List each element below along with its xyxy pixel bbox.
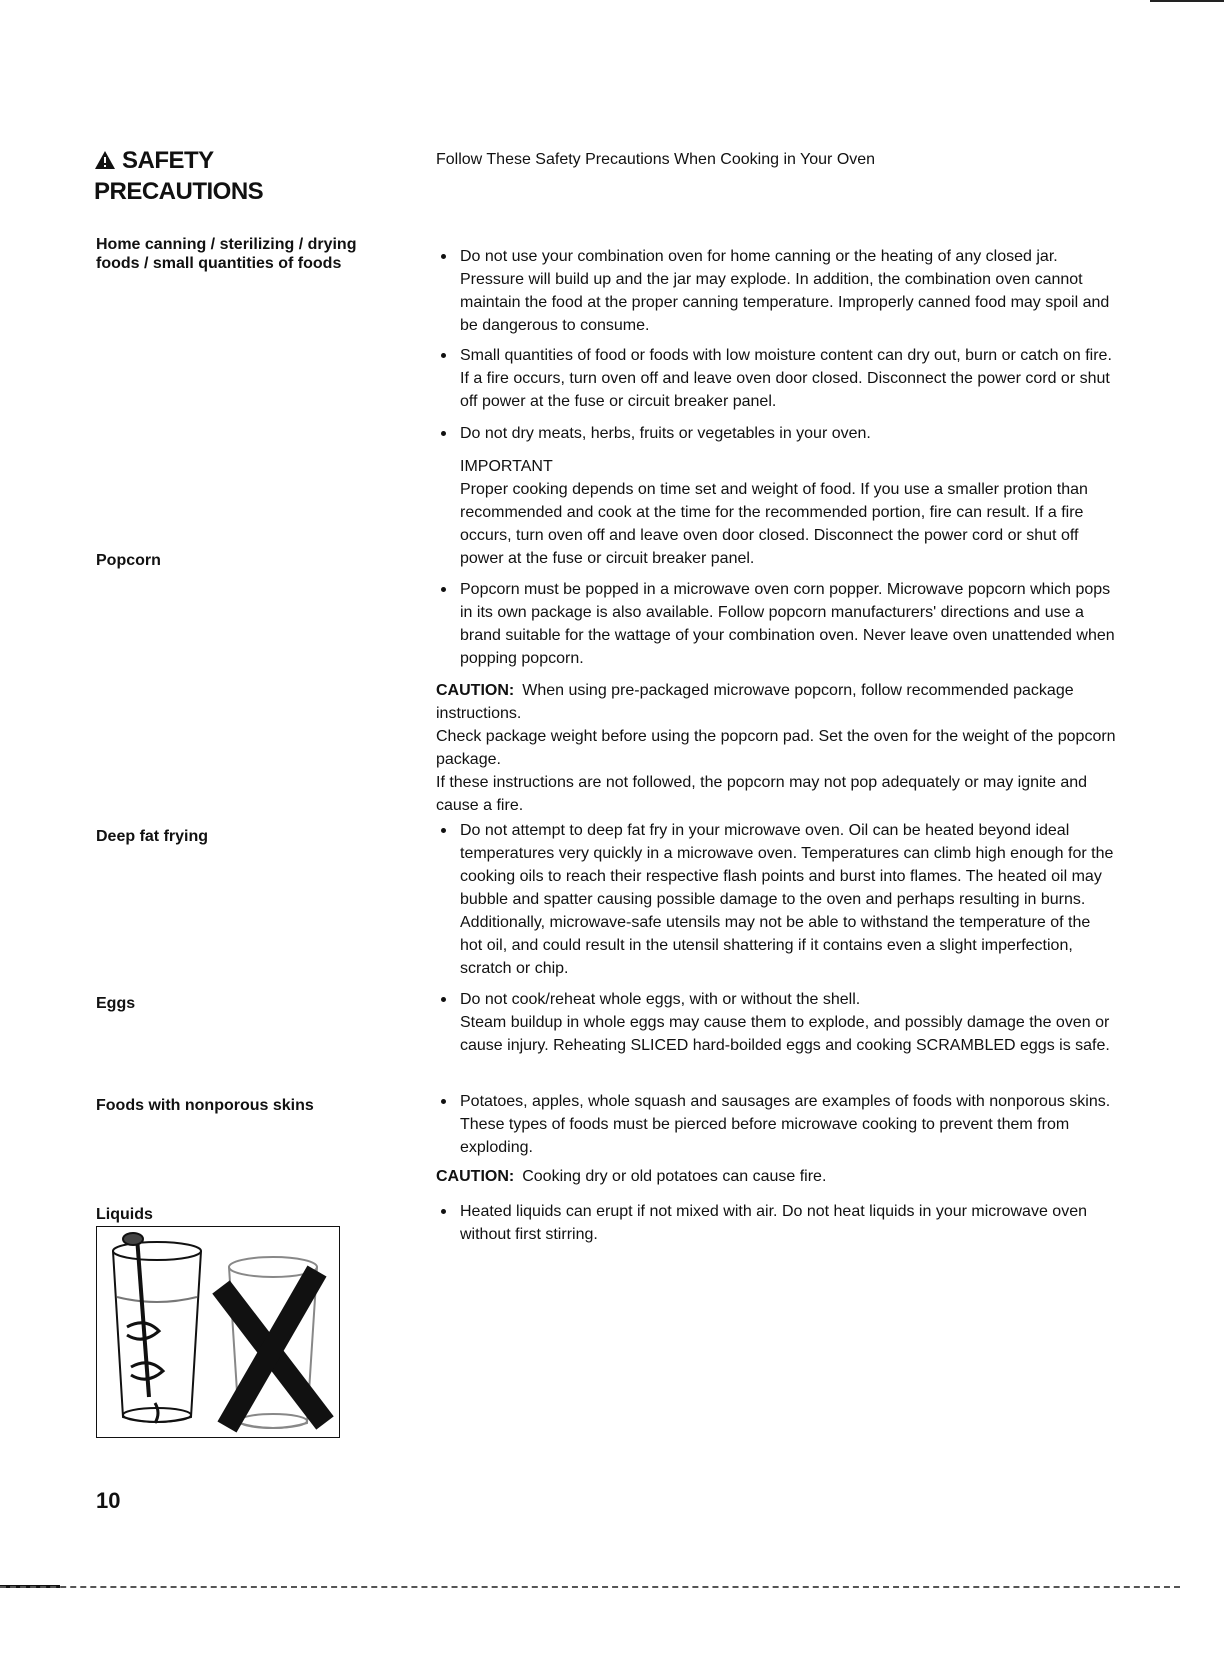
- list-item: [436, 1090, 1116, 1159]
- bullet-dot: [441, 828, 446, 833]
- popcorn-content: [436, 578, 1116, 670]
- page-number: 10: [96, 1488, 121, 1513]
- skins-caution-line: CAUTION: Cooking dry or old potatoes can cause fire.: [436, 1168, 827, 1185]
- bottom-rule: [0, 1586, 1180, 1588]
- canning-content: [436, 245, 1116, 337]
- list-item: [436, 422, 1116, 445]
- popcorn-caution-line-2: Check package weight before using the popcorn pad. Set the oven for the weight of the popcorn package.: [436, 728, 1116, 768]
- list-item: [436, 578, 1116, 670]
- label-liquids: Liquids: [96, 1206, 153, 1223]
- label-eggs: Eggs: [96, 995, 136, 1012]
- list-item: [436, 1200, 1116, 1246]
- label-home-canning: Home canning / sterilizing / drying foods / small quantities of foods: [96, 236, 357, 272]
- list-item: [436, 344, 1116, 413]
- caution-label: CAUTION:: [436, 1168, 515, 1185]
- popcorn-caution-line-3: If these instructions are not followed, the popcorn may not pop adequately or may ignite and cause a fire.: [436, 774, 1088, 814]
- canning-bullet-1: Do not use your combination oven for home canning or the heating of any closed jar. Pressure will build up and the jar may explode. In addition, the combination oven cannot maintain the food at the proper canning temperature. Improperly canned food may spoil and be dangerous to consume.: [460, 248, 1110, 334]
- liquids-content: [436, 1200, 1116, 1246]
- eggs-bullet-line-2: Steam buildup in whole eggs may cause them to explode, and possibly damage the oven or cause injury. Reheating SLICED hard-boilded eggs and cooking SCRAMBLED eggs is safe.: [460, 1014, 1110, 1054]
- top-edge-rule: [1150, 0, 1224, 2]
- label-nonporous-skins: Foods with nonporous skins: [96, 1097, 314, 1114]
- page-title: [94, 146, 263, 206]
- label-popcorn: Popcorn: [96, 552, 161, 569]
- canning-content-3: [436, 422, 1116, 445]
- liquids-bullet: Heated liquids can erupt if not mixed with air. Do not heat liquids in your microwave oven without first stirring.: [460, 1203, 1087, 1243]
- important-heading: IMPORTANT: [460, 458, 553, 475]
- stirred-glass-icon: [113, 1233, 201, 1423]
- skins-caution: [436, 1165, 1116, 1188]
- page-subtitle: Follow These Safety Precautions When Cooking in Your Oven: [436, 151, 876, 168]
- list-item: [436, 819, 1116, 980]
- cross-out-x-icon: [221, 1271, 325, 1427]
- canning-content-2: [436, 344, 1116, 413]
- caution-label: CAUTION:: [436, 682, 515, 699]
- popcorn-caution: [436, 679, 1116, 817]
- bullet-dot: [441, 587, 446, 592]
- canning-bullet-3: Do not dry meats, herbs, fruits or vegetables in your oven.: [460, 425, 871, 442]
- list-item: [436, 988, 1116, 1057]
- title-line-2: PRECAUTIONS: [94, 178, 264, 205]
- bullet-dot: [441, 431, 446, 436]
- bullet-dot: [441, 353, 446, 358]
- bullet-dot: [441, 254, 446, 259]
- bullet-dot: [441, 997, 446, 1002]
- eggs-content: [436, 988, 1116, 1057]
- frying-bullet: Do not attempt to deep fat fry in your microwave oven. Oil can be heated beyond ideal temperatures very quickly in a microwave oven. Temperatures can climb high enough for the cooking oils to reach their respective flash points and burst into flames. The heated oil may bubble and spatter causing possible damage to the oven and perhaps resulting in burns. Additionally, microwave-safe utensils may not be able to withstand the temperature of the hot oil, and could result in the utensil shattering if it contains even a slight imperfection, scratch or chip.: [460, 822, 1114, 977]
- important-note: [460, 455, 1116, 570]
- list-item: [436, 245, 1116, 337]
- stirred-vs-unstirred-liquid-illustration: [96, 1226, 340, 1438]
- title-line-1: SAFETY: [122, 147, 214, 174]
- warning-triangle-icon: [94, 148, 116, 177]
- bullet-dot: [441, 1209, 446, 1214]
- frying-content: [436, 819, 1116, 980]
- label-deep-fat-frying: Deep fat frying: [96, 828, 209, 845]
- canning-bullet-2: Small quantities of food or foods with low moisture content can dry out, burn or catch on fire. If a fire occurs, turn oven off and leave oven door closed. Disconnect the power cord or shut off power at the fuse or circuit breaker panel.: [460, 347, 1112, 410]
- skins-bullet: Potatoes, apples, whole squash and sausages are examples of foods with nonporous skins. These types of foods must be pierced before microwave cooking to prevent them from exploding.: [460, 1093, 1111, 1156]
- bullet-dot: [441, 1099, 446, 1104]
- important-text: Proper cooking depends on time set and weight of food. If you use a smaller protion than recommended and cook at the time for the recommended portion, fire can result. If a fire occurs, turn oven off and leave oven door closed. Disconnect the power cord or shut off power at the fuse or circuit breaker panel.: [460, 481, 1088, 567]
- popcorn-bullet: Popcorn must be popped in a microwave oven corn popper. Microwave popcorn which pops in its own package is also available. Follow popcorn manufacturers' directions and use a brand suitable for the wattage of your combination oven. Never leave oven unattended when popping popcorn.: [460, 581, 1115, 667]
- popcorn-caution-line-1: CAUTION: When using pre-packaged microwave popcorn, follow recommended package instructions.: [436, 682, 1074, 722]
- skins-content: [436, 1090, 1116, 1159]
- eggs-bullet-line-1: Do not cook/reheat whole eggs, with or without the shell.: [460, 991, 861, 1008]
